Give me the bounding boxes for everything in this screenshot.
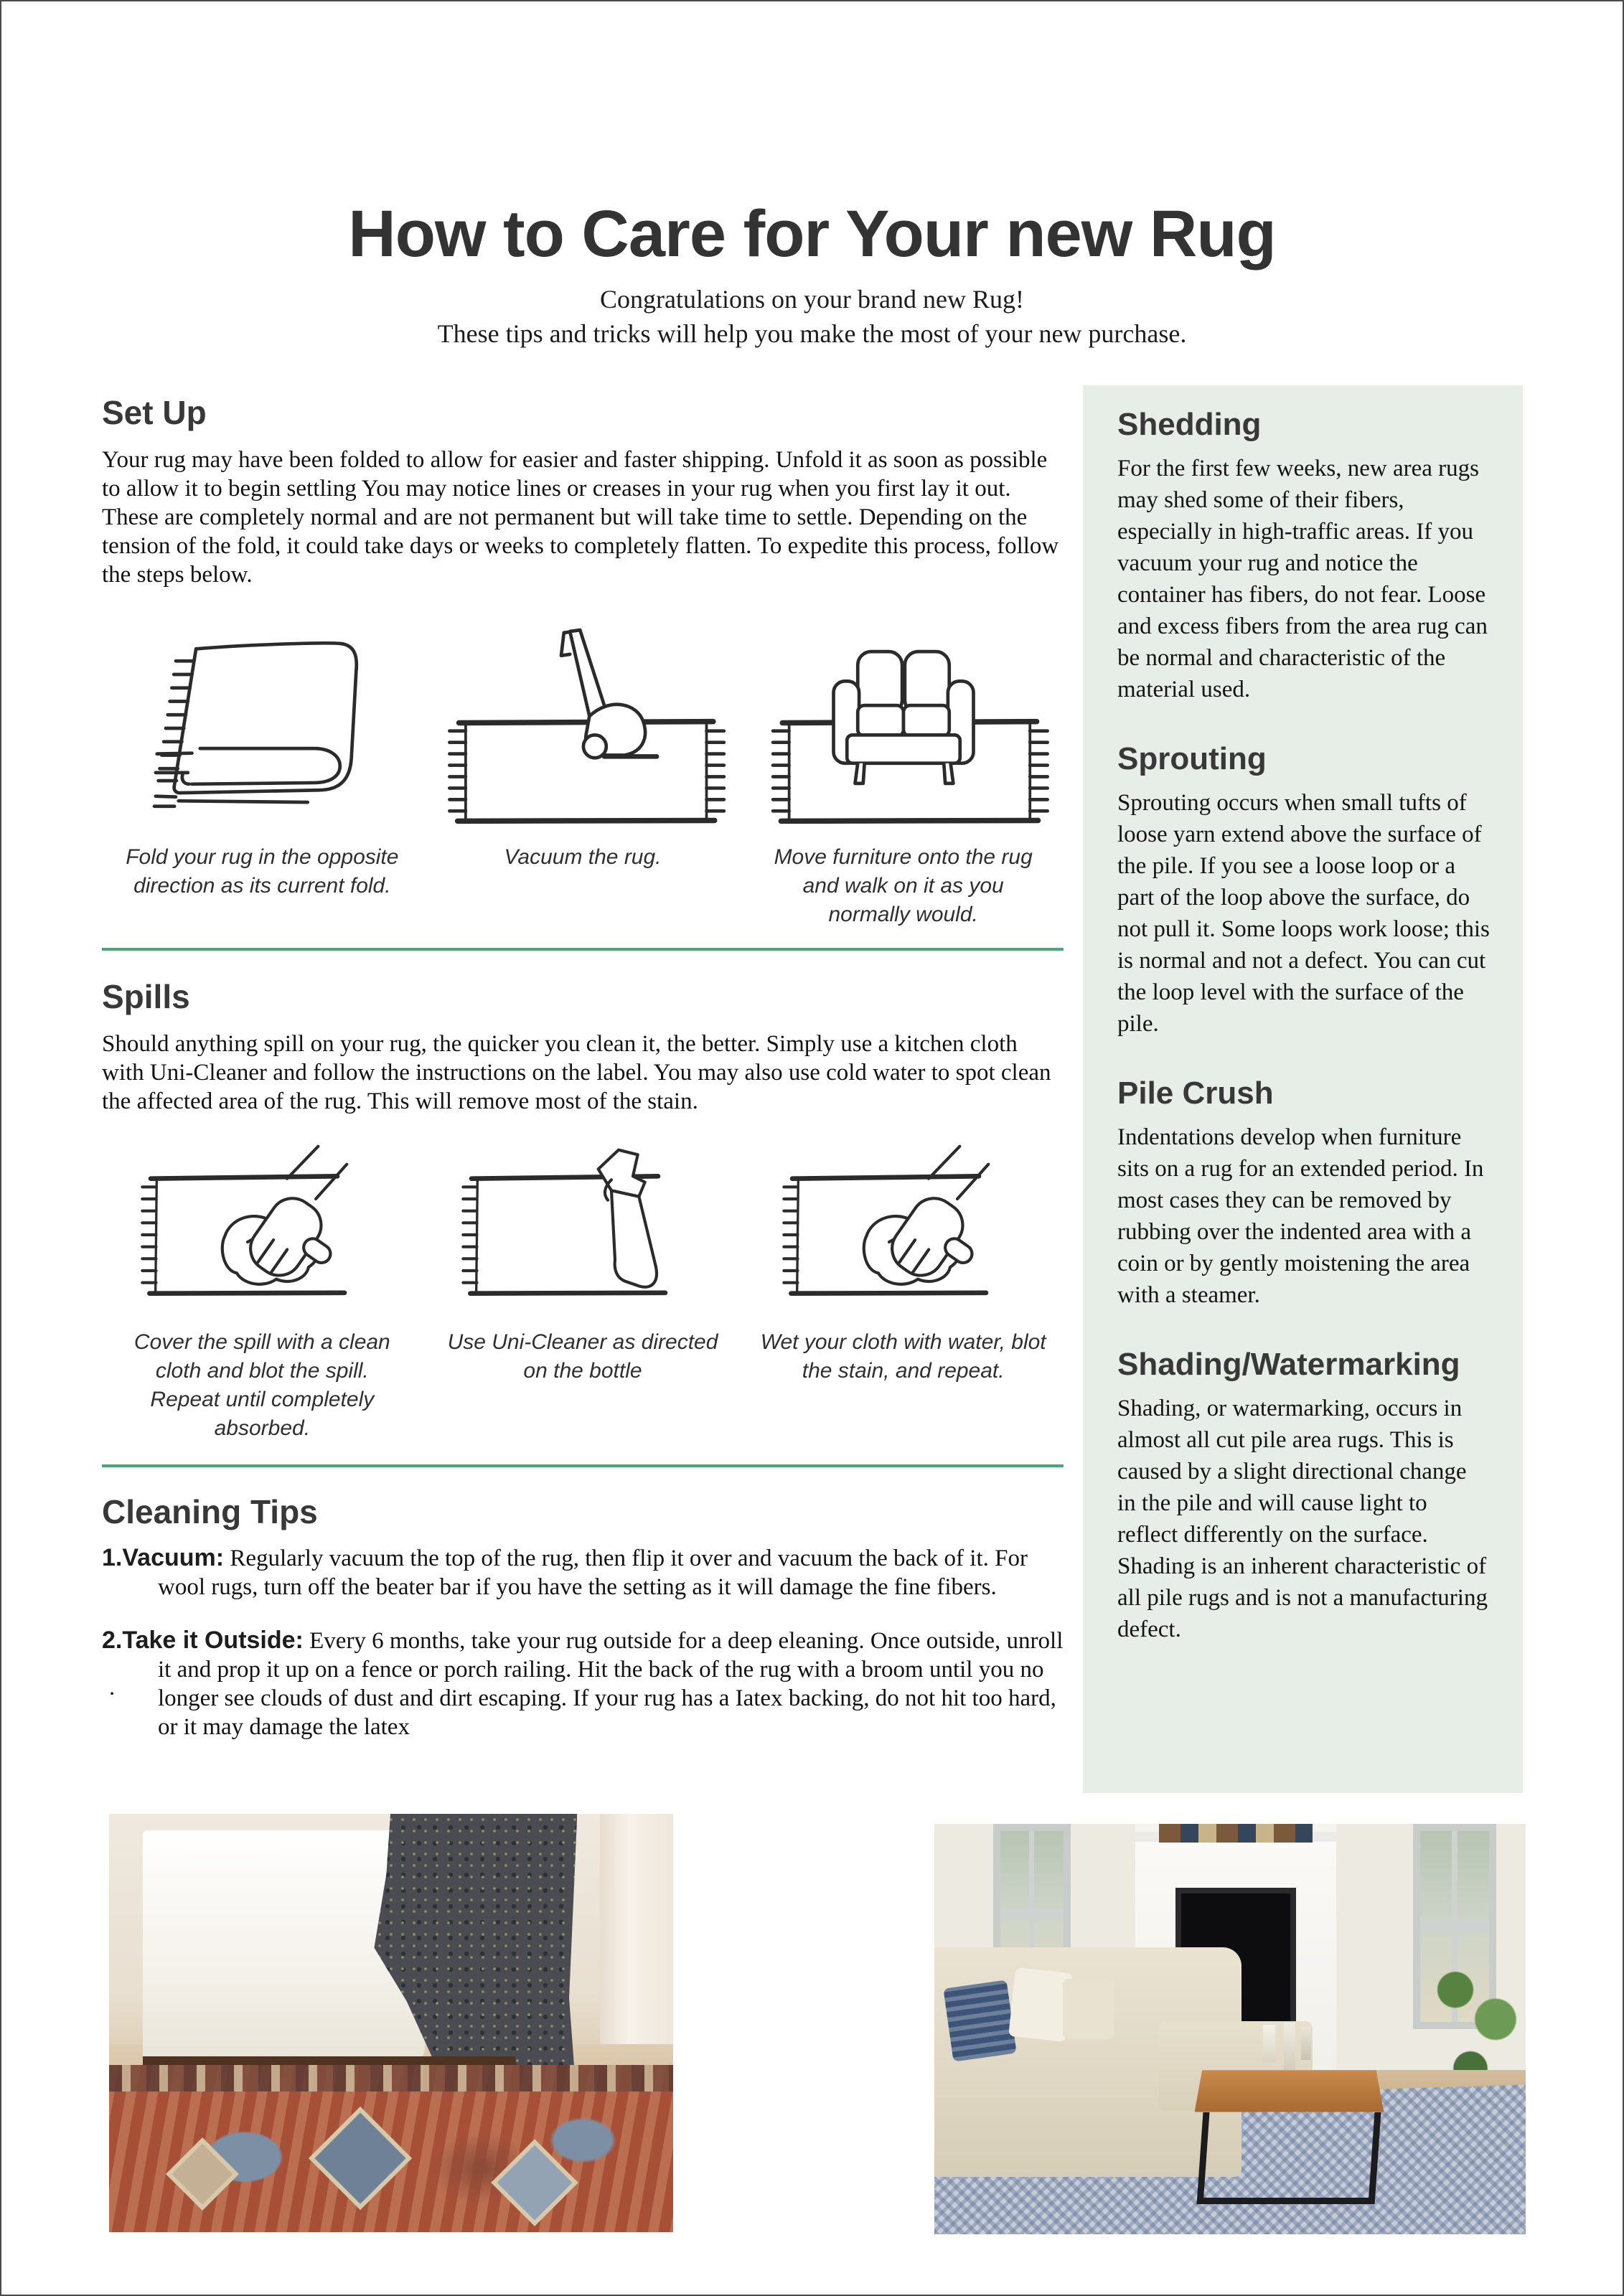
rug-border-pattern — [109, 2065, 673, 2092]
setup-steps-row — [102, 621, 1064, 929]
setup-step-fold — [102, 621, 423, 929]
cleaning-tip-vacuum-text: Regularly vacuum the top of the rug, then flip it over and vacuum the back of it. For wool rugs, turn off the beater bar if you have the setting as it will damage the fine fibers. — [158, 1545, 1028, 1600]
coffee-table — [1195, 2070, 1384, 2209]
sofa-on-rug-illustration — [753, 621, 1054, 836]
blot-cloth-illustration — [118, 1142, 405, 1321]
subtitle-line-1: Congratulations on your brand new Rug! — [600, 285, 1024, 314]
sprouting-heading: Sprouting — [1117, 741, 1267, 776]
shading-watermarking-paragraph: Shading, or watermarking, occurs in almost all cut pile area rugs. This is caused by a slight directional change in the pile and will cause light to reflect differently on the surface. Shading is an inherent characteristic of all pile rugs and is not a manufacturing defect. — [1117, 1396, 1488, 1642]
page-header — [1, 197, 1623, 351]
rug-medallion — [166, 2137, 239, 2211]
spills-steps-row — [102, 1142, 1064, 1443]
shedding-paragraph: For the first few weeks, new area rugs may shed some of their fibers, especially in high-traffic areas. If you vacuum your rug and notice the container has fibers, do not fear. Loose and excess fibers from the area rug can be normal and characteristic of the material used. — [1117, 456, 1488, 702]
rug-medallion — [309, 2107, 412, 2210]
living-room-rug-photo — [934, 1824, 1526, 2234]
setup-heading: Set Up — [102, 394, 207, 431]
spills-step-wet — [743, 1142, 1064, 1443]
stray-period-mark: . — [109, 1675, 116, 1700]
cleaning-tips-heading: Cleaning Tips — [102, 1493, 318, 1530]
cleaning-tip-outside-text: Every 6 months, take your rug outside for a deep eleaning. Once outside, unroll it and prop it up on a fence or porch railing. Hit the back of the rug with a broom until you no longer see clouds of dust and dirt escaping. If your rug has a Iatex backing, do not hit too hard, or it may damage the latex — [158, 1628, 1064, 1740]
cleaning-tip-vacuum-label: 1.Vacuum: — [102, 1544, 225, 1571]
spills-step-spray — [423, 1142, 743, 1443]
setup-step-fold-caption: Fold your rug in the opposite direction as its current fold. — [126, 845, 399, 898]
cleaning-tips-section — [102, 1492, 1064, 1741]
spills-step-blot — [102, 1142, 423, 1443]
pile-crush-heading: Pile Crush — [1117, 1076, 1274, 1111]
sprouting-paragraph: Sprouting occurs when small tufts of loose yarn extend above the surface of the pile. If you see a loose loop or a part of the loop above the surface, do not pull it. Some loops work loose; this is normal and not a defect. You can cut the loop level with the surface of the pile. — [1117, 790, 1490, 1037]
subtitle-line-2: These tips and tricks will help you make the most of your new purchase. — [437, 319, 1187, 348]
bedroom-curtain — [600, 1814, 673, 2065]
navy-throw-pillow — [943, 1980, 1016, 2061]
section-divider — [102, 1464, 1064, 1467]
red-oriental-rug — [109, 2065, 673, 2232]
mantle-artwork — [1159, 1824, 1313, 1843]
spills-step-wet-caption: Wet your cloth with water, blot the stain, and repeat. — [760, 1330, 1046, 1383]
setup-paragraph: Your rug may have been folded to allow for easier and faster shipping. Unfold it as soon as possible to allow it to begin settling You may notice lines or creases in your rug when you first lay it out. These are completely normal and are not permanent but will take time to settle. Depending on the tension of the fold, it could take days or weeks to completely flatten. To expedite this process, follow the steps below. — [102, 447, 1059, 588]
main-column — [102, 392, 1064, 1766]
vacuum-rug-illustration — [432, 621, 733, 836]
cream-throw-pillow — [1063, 1979, 1114, 2038]
pile-crush-paragraph: Indentations develop when furniture sits on a rug for an extended period. In most cases they can be removed by rubbing over the indented area with a coin or by gently moistening the area with a steamer. — [1117, 1124, 1484, 1308]
setup-step-furniture-caption: Move furniture onto the rug and walk on it as you normally would. — [774, 845, 1033, 926]
bedroom-rug-photo — [109, 1814, 673, 2232]
rug-medallion — [491, 2139, 578, 2226]
spills-step-blot-caption: Cover the spill with a clean cloth and blot the spill. Repeat until completely absorbed. — [133, 1330, 390, 1440]
section-divider — [102, 948, 1064, 951]
spills-heading: Spills — [102, 978, 190, 1015]
fold-rug-illustration — [111, 621, 413, 836]
candle-tray — [1259, 2023, 1315, 2070]
rug-issues-sidebar — [1083, 385, 1523, 1793]
setup-step-vacuum-caption: Vacuum the rug. — [504, 845, 662, 869]
page-title: How to Care for Your new Rug — [348, 197, 1276, 270]
page-subtitle — [1, 282, 1623, 351]
setup-step-vacuum — [423, 621, 743, 929]
coffee-table-top — [1195, 2070, 1384, 2112]
setup-step-furniture — [743, 621, 1064, 929]
shedding-heading: Shedding — [1117, 407, 1262, 442]
coffee-table-legs — [1197, 2112, 1381, 2204]
cleaning-tip-outside — [102, 1626, 1064, 1741]
spray-bottle-illustration — [439, 1142, 726, 1321]
cleaning-tip-outside-label: 2.Take it Outside: — [102, 1627, 304, 1654]
shading-watermarking-heading: Shading/Watermarking — [1117, 1347, 1460, 1382]
cleaning-tip-vacuum — [102, 1543, 1064, 1601]
spills-step-spray-caption: Use Uni-Cleaner as directed on the bottle — [447, 1330, 718, 1383]
spills-paragraph: Should anything spill on your rug, the quicker you clean it, the better. Simply use a kitchen cloth with Uni-Cleaner and follow the instructions on the label. You may also use cold water to spot clean the affected area of the rug. This will remove most of the stain. — [102, 1031, 1051, 1114]
wet-cloth-illustration — [760, 1142, 1047, 1321]
